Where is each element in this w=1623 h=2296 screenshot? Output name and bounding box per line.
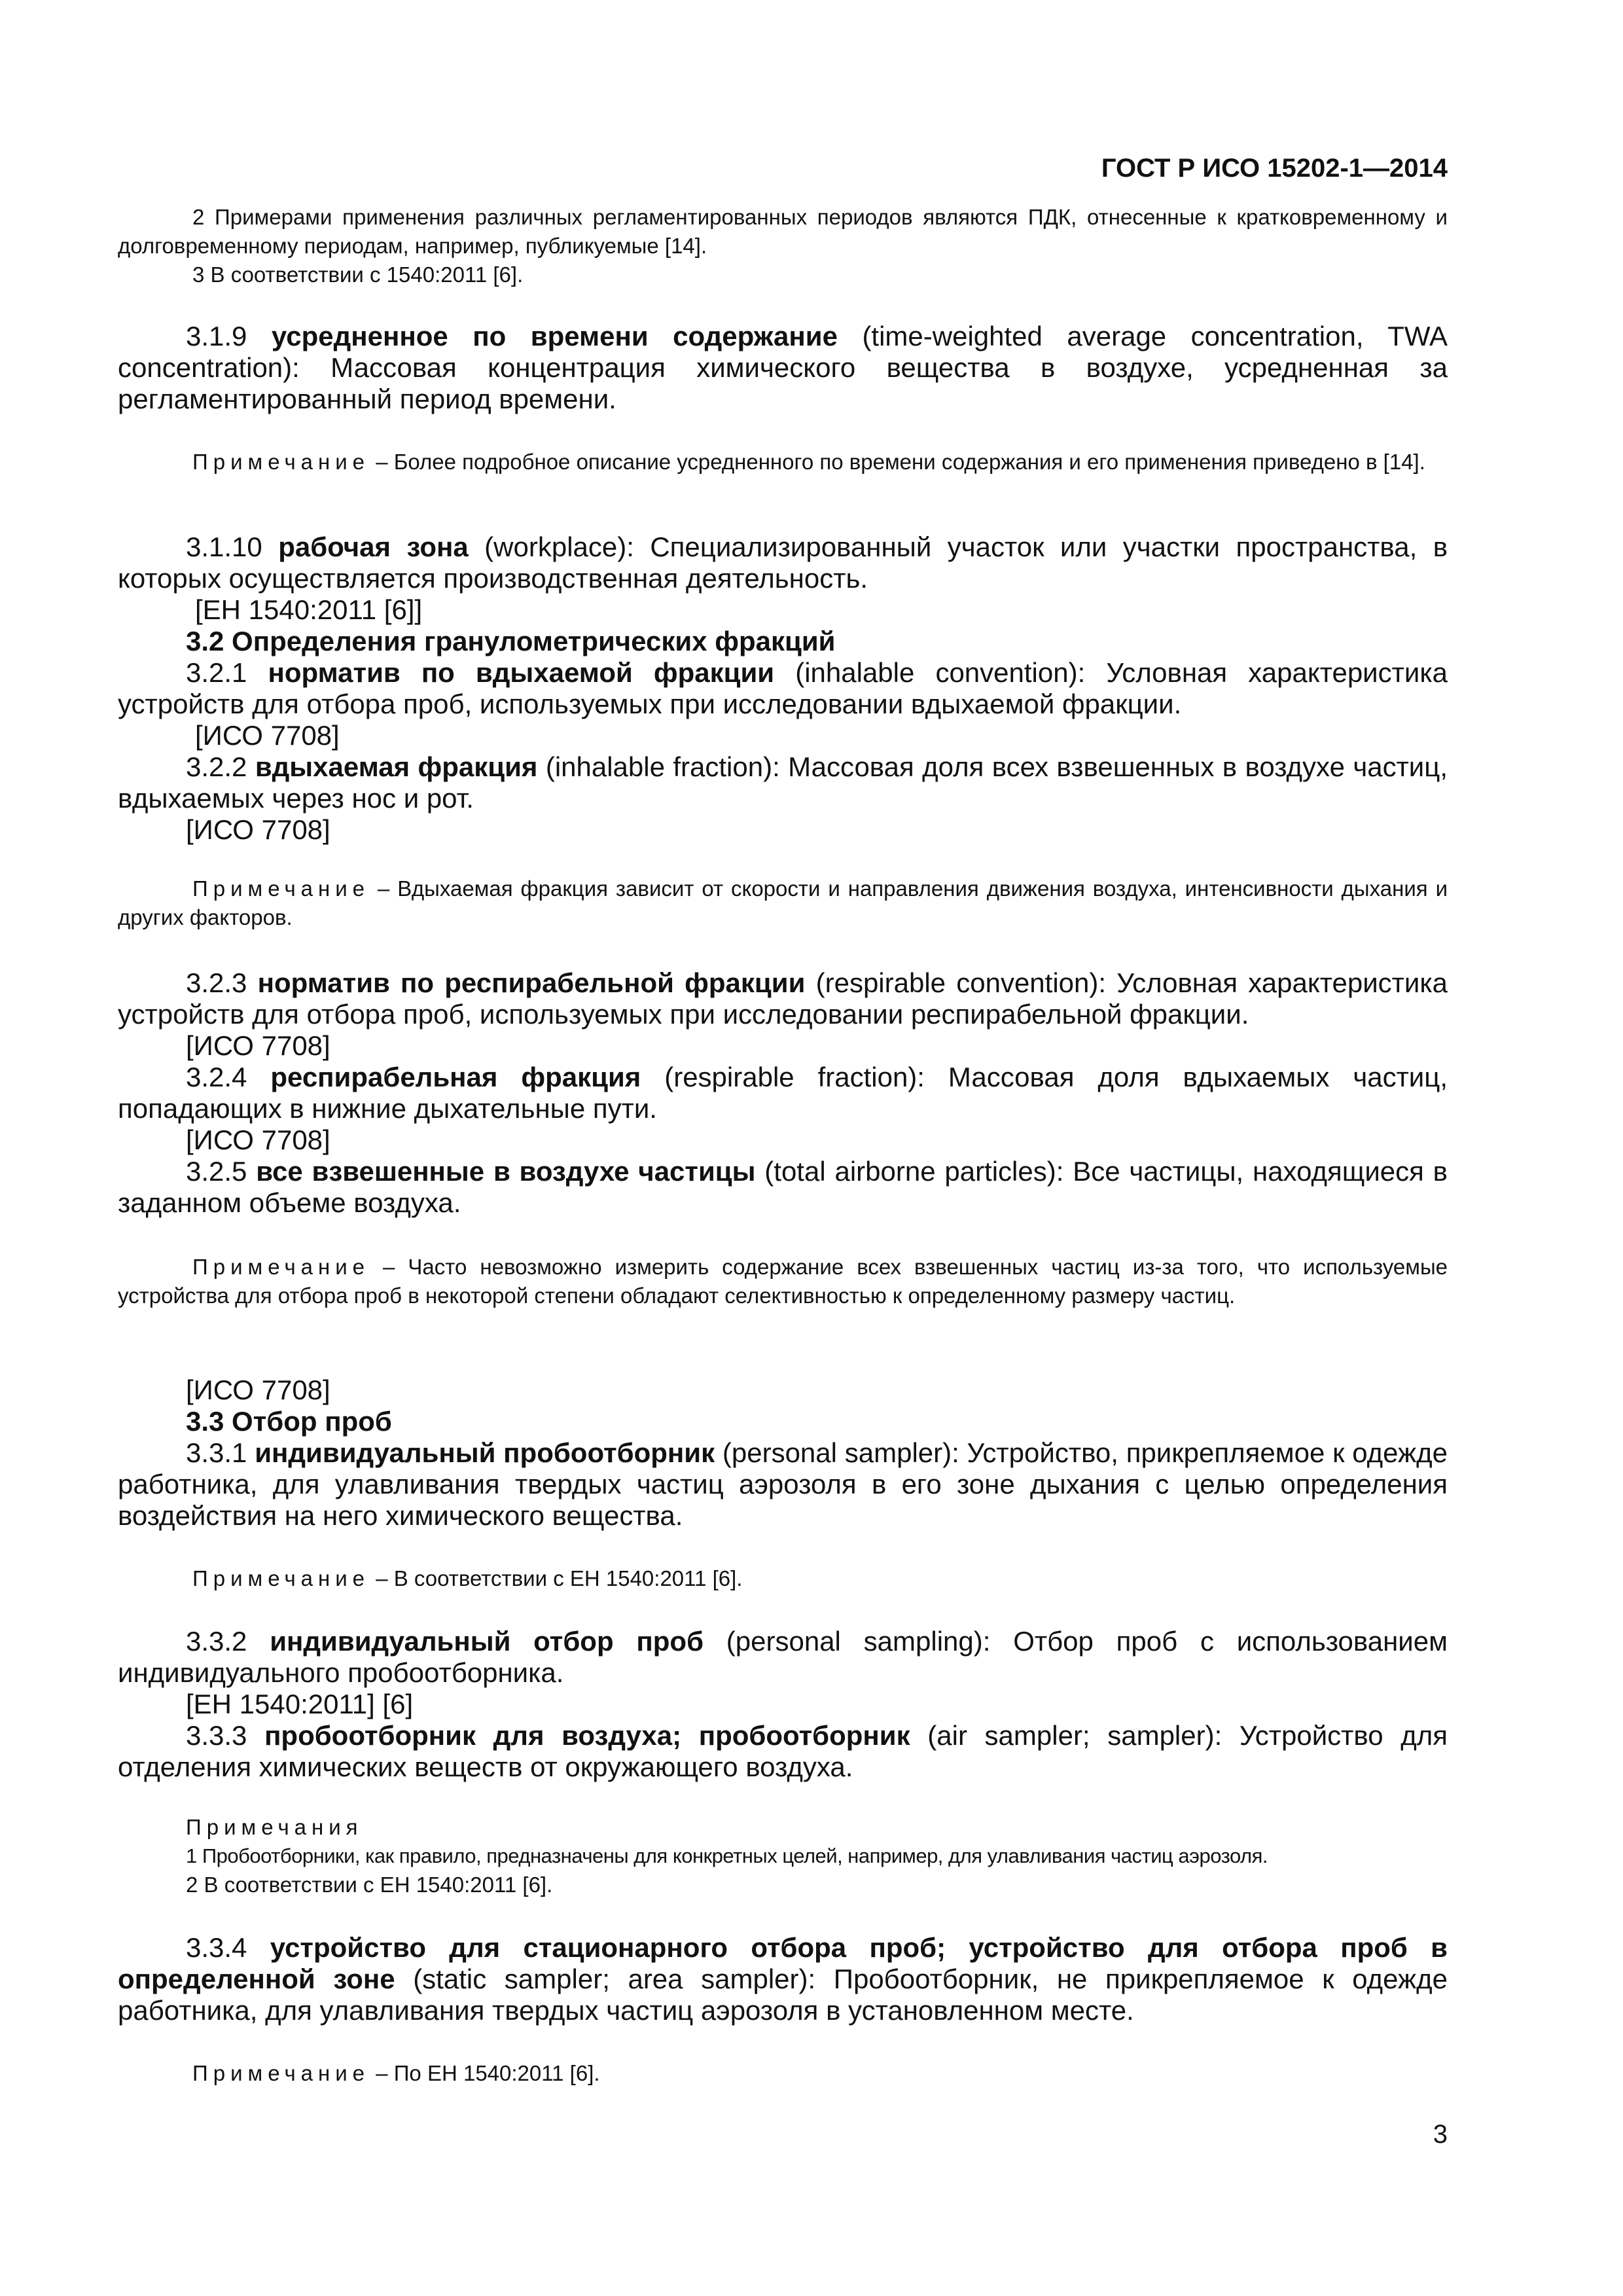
- term-3-2-4: [118, 1062, 1448, 1124]
- term-name: респирабельная фракция: [270, 1062, 641, 1092]
- term-definition: (respirable fraction): Массовая доля вдыхаемых частиц, попадающих в нижние дыхательные пути.: [118, 1062, 1448, 1124]
- ref-3-2-1: [ИСО 7708]: [195, 720, 340, 751]
- term-3-2-1: [118, 657, 1448, 720]
- term-number: 3.2.3: [186, 967, 247, 998]
- note-label: Примечание: [192, 450, 370, 474]
- term-3-1-9: [118, 321, 1448, 415]
- term-3-3-1: [118, 1437, 1448, 1532]
- term-name: рабочая зона: [278, 531, 469, 562]
- note-text: – Вдыхаемая фракция зависит от скорости и направления движения воздуха, интенсивности дыхания и других факторов.: [118, 876, 1448, 929]
- term-name: индивидуальный отбор проб: [270, 1626, 704, 1657]
- term-number: 3.3.3: [186, 1720, 247, 1751]
- term-name: норматив по вдыхаемой фракции: [268, 657, 775, 688]
- section-heading-3-3: 3.3 Отбор проб: [186, 1406, 392, 1437]
- term-definition: (personal sampler): Устройство, прикрепляемое к одежде работника, для улавливания твердых частиц аэрозоля в его зоне дыхания с целью определения воздействия на него химического вещества.: [118, 1437, 1448, 1531]
- term-number: 3.3.2: [186, 1626, 247, 1657]
- ref-3-2-2: [ИСО 7708]: [186, 814, 330, 845]
- section-heading-3-2: 3.2 Определения гранулометрических фракций: [186, 626, 836, 656]
- term-definition: (respirable convention): Условная характеристика устройств для отбора проб, используемых при исследовании респирабельной фракции.: [118, 967, 1448, 1030]
- note-label: Примечание: [192, 2061, 370, 2085]
- term-name: вдыхаемая фракция: [255, 751, 538, 782]
- note-3-3-4: [118, 2059, 1448, 2088]
- note-3-1-9: [118, 448, 1448, 476]
- term-number: 3.2.5: [186, 1156, 247, 1187]
- note-3-top: 3 В соответствии с 1540:2011 [6].: [192, 262, 524, 287]
- term-3-3-4: [118, 1932, 1448, 2026]
- note-2-top: 2 Примерами применения различных регламентированных периодов являются ПДК, отнесенные к кратковременному и долговременному периодам, например, публикуемые [14].: [118, 205, 1448, 258]
- term-number: 3.1.10: [186, 531, 262, 562]
- page-number: 3: [1433, 2120, 1448, 2149]
- ref-3-2-3: [ИСО 7708]: [186, 1030, 330, 1061]
- term-3-3-2: [118, 1626, 1448, 1689]
- term-3-2-2: [118, 751, 1448, 814]
- note-2-3-3-3: 2 В соответствии с ЕН 1540:2011 [6].: [186, 1873, 553, 1897]
- term-definition: (personal sampling): Отбор проб с использованием индивидуального пробоотборника.: [118, 1626, 1448, 1688]
- note-1-3-3-3: 1 Пробоотборники, как правило, предназначены для конкретных целей, например, для улавливания частиц аэрозоля.: [186, 1844, 1268, 1867]
- note-text: – Часто невозможно измерить содержание всех взвешенных частиц из-за того, что используемые устройства для отбора проб в некоторой степени обладают селективностью к определенному размеру частиц.: [118, 1255, 1448, 1308]
- term-definition: (inhalable convention): Условная характеристика устройств для отбора проб, используемых при исследовании вдыхаемой фракции.: [118, 657, 1448, 719]
- note-text: – Более подробное описание усредненного по времени содержания и его применения приведено в [14].: [376, 450, 1425, 474]
- ref-3-3-2: [ЕН 1540:2011] [6]: [186, 1689, 414, 1719]
- term-definition: (air sampler; sampler): Устройство для отделения химических веществ от окружающего воздуха.: [118, 1720, 1448, 1782]
- note-text: – По ЕН 1540:2011 [6].: [376, 2061, 600, 2085]
- term-definition: (workplace): Специализированный участок или участки пространства, в которых осуществляется производственная деятельность.: [118, 531, 1448, 594]
- note-label: Примечание: [192, 1255, 370, 1279]
- term-definition: (total airborne particles): Все частицы, находящиеся в заданном объеме воздуха.: [118, 1156, 1448, 1218]
- notes-plural-label: Примечания: [186, 1815, 363, 1839]
- term-name: все взвешенные в воздухе частицы: [256, 1156, 756, 1187]
- term-3-2-3: [118, 967, 1448, 1030]
- ref-3-1-10: [ЕН 1540:2011 [6]]: [195, 594, 423, 625]
- term-3-2-5: [118, 1156, 1448, 1219]
- note-3-2-2: [118, 874, 1448, 932]
- term-definition: (static sampler; area sampler): Пробоотборник, не прикрепляемое к одежде работника, для улавливания твердых частиц аэрозоля в установленном месте.: [118, 1964, 1448, 2026]
- term-number: 3.2.2: [186, 751, 247, 782]
- term-number: 3.2.1: [186, 657, 247, 688]
- ref-3-2-4: [ИСО 7708]: [186, 1124, 330, 1155]
- term-name: норматив по респирабельной фракции: [257, 967, 806, 998]
- term-number: 3.3.1: [186, 1437, 247, 1468]
- document-id-header: ГОСТ Р ИСО 15202-1—2014: [1101, 154, 1448, 183]
- term-name: индивидуальный пробоотборник: [255, 1437, 715, 1468]
- term-3-1-10: [118, 531, 1448, 594]
- note-3-2-5: [118, 1253, 1448, 1310]
- note-label: Примечание: [192, 876, 370, 901]
- term-number: 3.3.4: [186, 1932, 247, 1963]
- term-definition: (inhalable fraction): Массовая доля всех взвешенных в воздухе частиц, вдыхаемых через нос и рот.: [118, 751, 1448, 814]
- ref-3-2-5: [ИСО 7708]: [186, 1374, 330, 1405]
- term-number: 3.2.4: [186, 1062, 247, 1092]
- term-number: 3.1.9: [186, 321, 247, 351]
- term-definition: (time-weighted average concentration, TWA concentration): Массовая концентрация химического вещества в воздухе, усредненная за регламентированный период времени.: [118, 321, 1448, 414]
- note-3-3-1: [118, 1564, 1448, 1593]
- note-label: Примечание: [192, 1566, 370, 1590]
- term-name: устройство для стационарного отбора проб; устройство для отбора проб в определенной зоне: [118, 1932, 1448, 1994]
- note-text: – В соответствии с ЕН 1540:2011 [6].: [376, 1566, 743, 1590]
- term-3-3-3: [118, 1720, 1448, 1783]
- term-name: пробоотборник для воздуха; пробоотборник: [264, 1720, 910, 1751]
- notes-label-3-3-3: [118, 1813, 1516, 1842]
- term-name: усредненное по времени содержание: [271, 321, 838, 351]
